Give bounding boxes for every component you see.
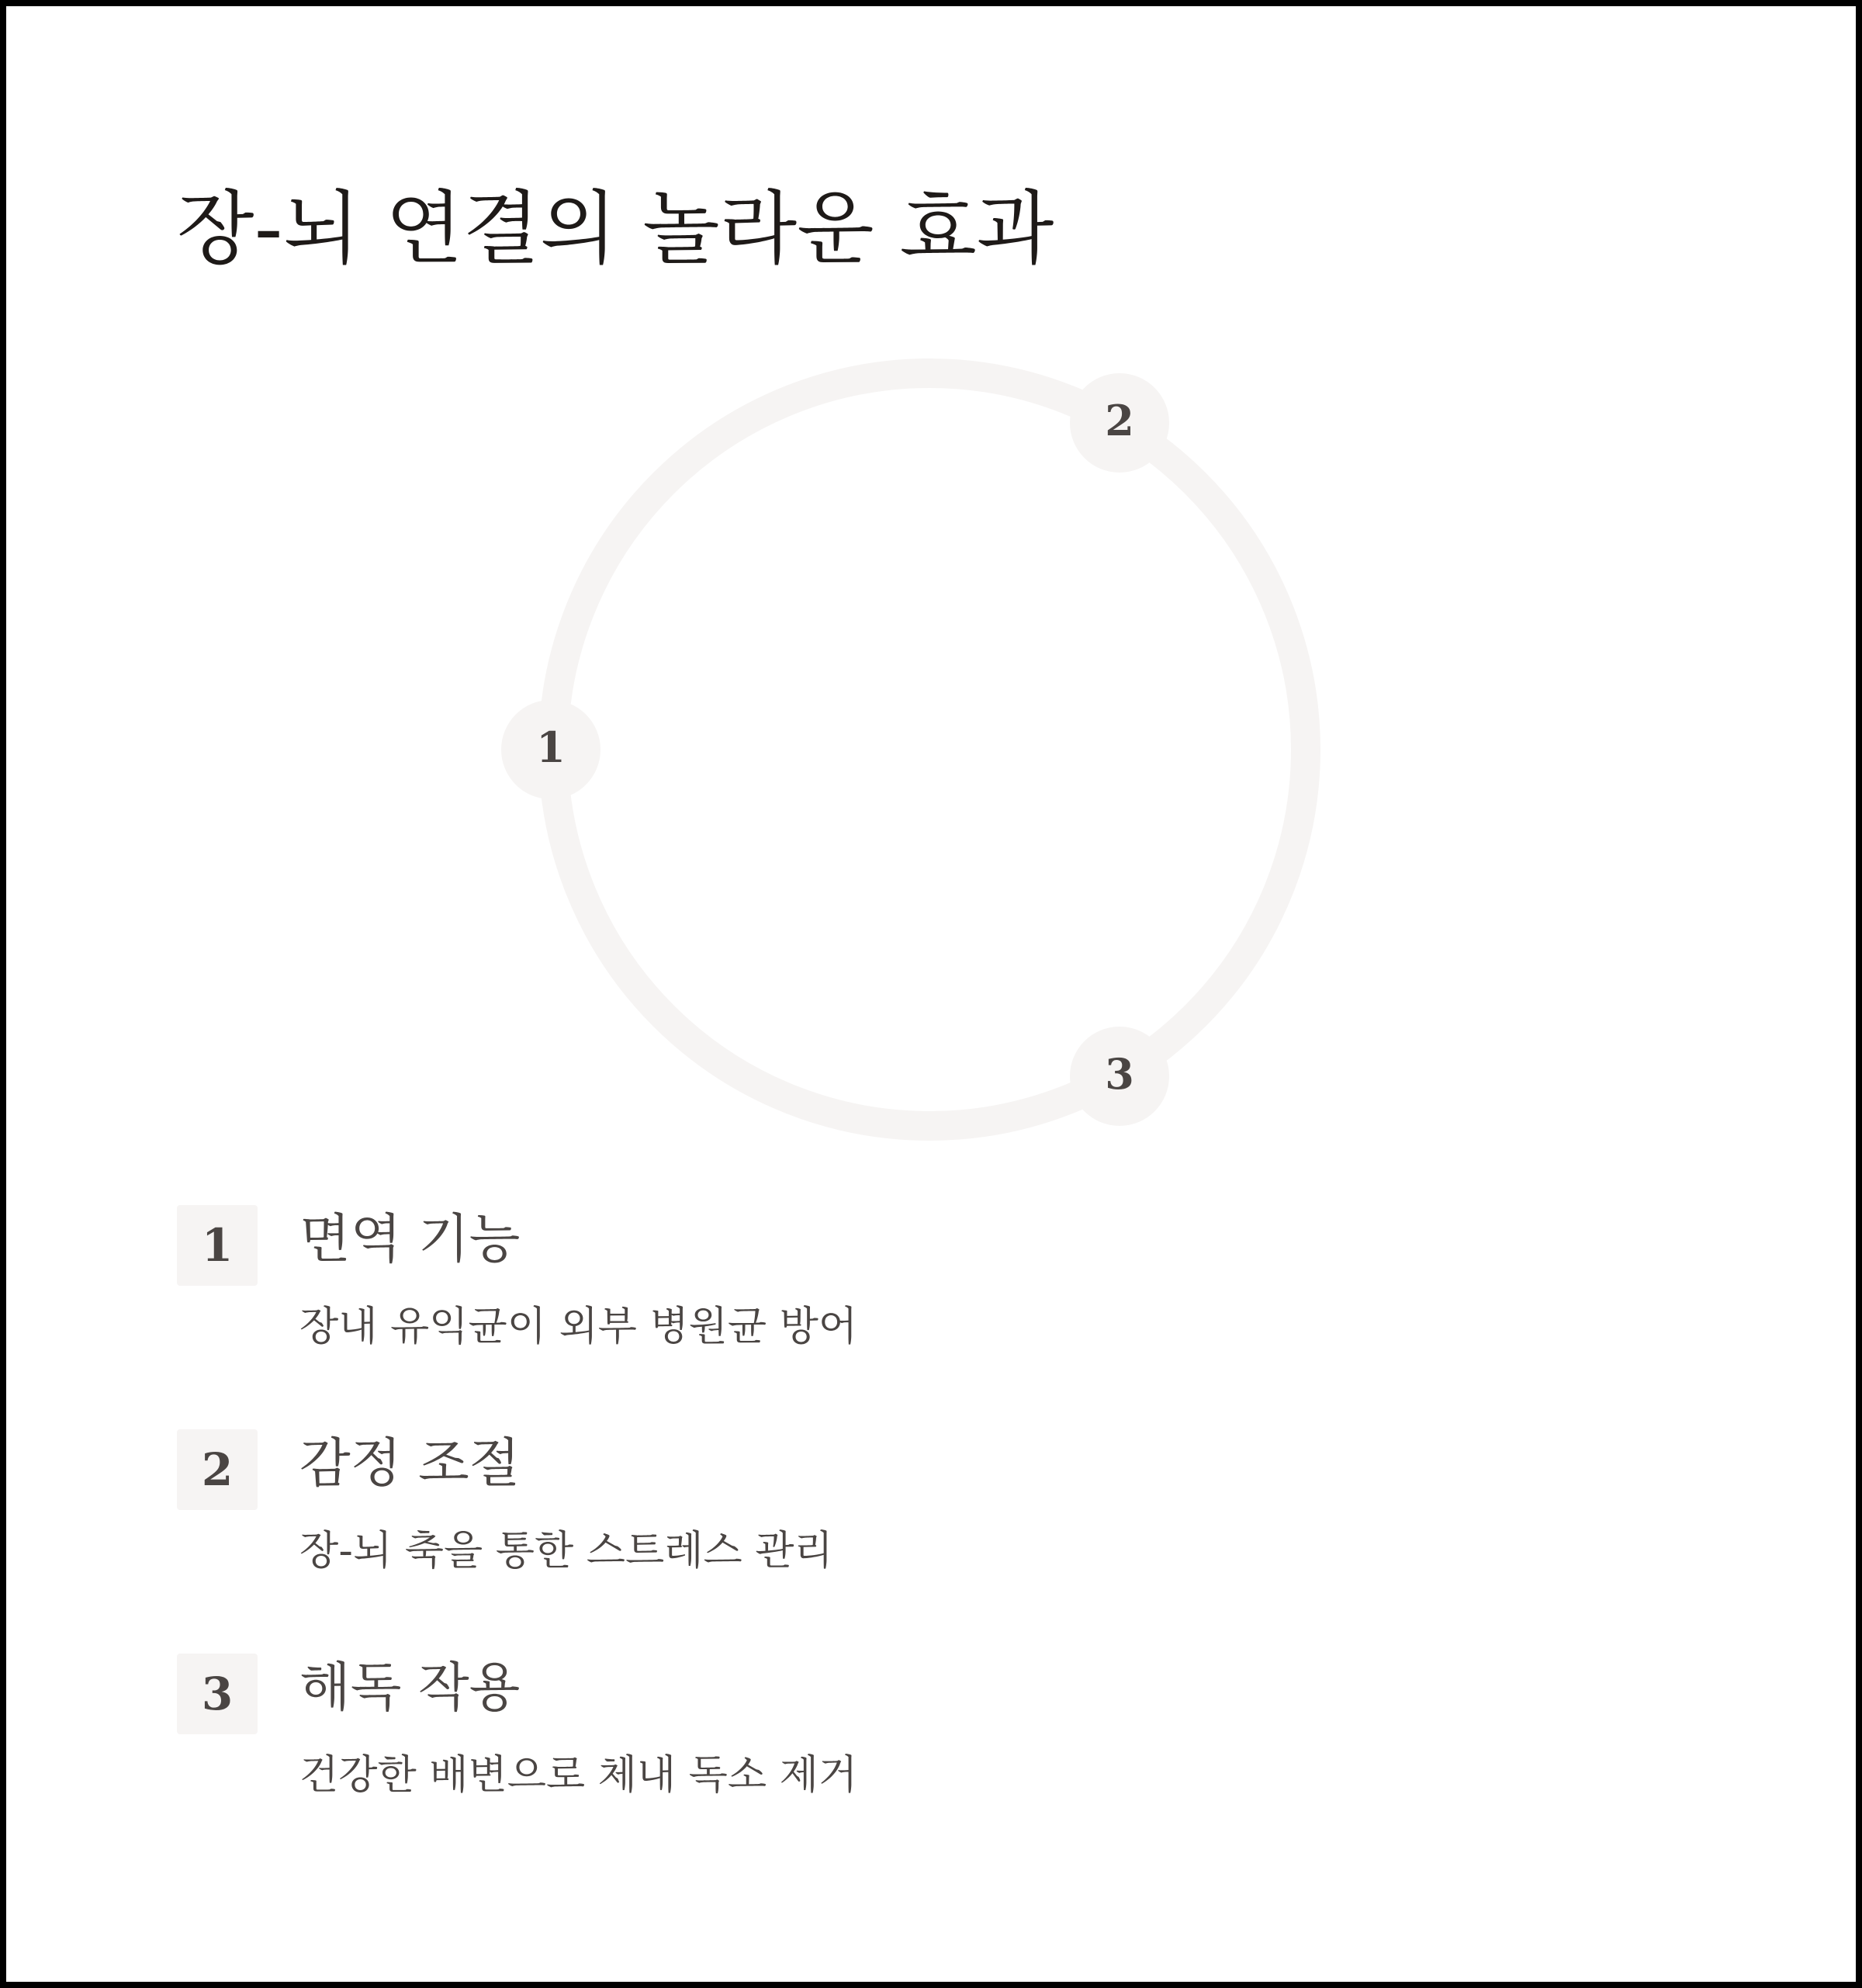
effects-list xyxy=(177,1205,1418,1878)
item-title: 해독 작용 xyxy=(299,1657,521,1719)
cycle-node-2 xyxy=(1070,373,1169,473)
cycle-diagram xyxy=(6,6,1856,1170)
item-description: 장내 유익균이 외부 병원균 방어 xyxy=(299,1304,858,1350)
list-item xyxy=(177,1654,1418,1878)
cycle-node-2-label: 2 xyxy=(1105,396,1134,446)
list-item xyxy=(177,1205,1418,1429)
cycle-node-3 xyxy=(1070,1027,1169,1126)
item-title: 감정 조절 xyxy=(299,1433,521,1494)
item-number-badge: 1 xyxy=(177,1205,258,1286)
item-number-badge: 3 xyxy=(177,1654,258,1734)
cycle-node-1 xyxy=(501,700,600,799)
item-number-badge: 2 xyxy=(177,1429,258,1510)
page-title: 장-뇌 연결의 놀라운 효과 xyxy=(177,182,1054,275)
item-description: 장-뇌 축을 통한 스트레스 관리 xyxy=(299,1528,833,1574)
item-title: 면역 기능 xyxy=(299,1209,521,1270)
list-item xyxy=(177,1429,1418,1654)
cycle-node-3-label: 3 xyxy=(1105,1049,1134,1100)
slide xyxy=(6,6,1856,1982)
item-description: 건강한 배변으로 체내 독소 제거 xyxy=(299,1752,858,1799)
cycle-ring xyxy=(553,373,1306,1126)
cycle-node-1-label: 1 xyxy=(536,722,566,773)
